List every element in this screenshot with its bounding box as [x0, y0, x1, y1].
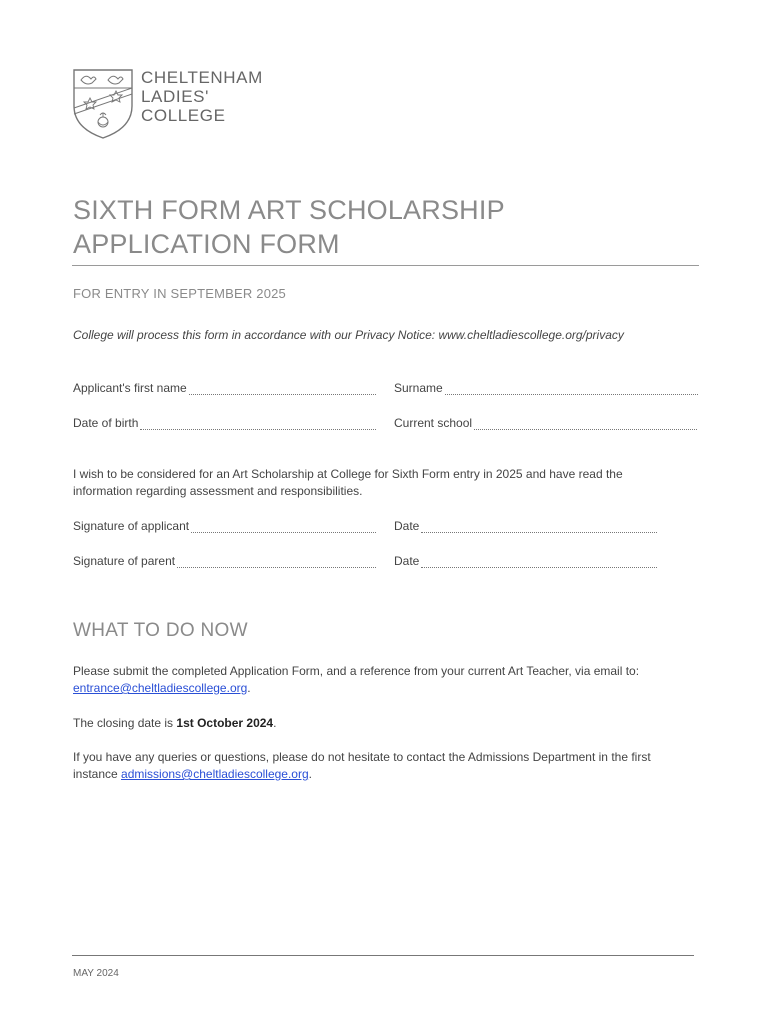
- admissions-email-link[interactable]: admissions@cheltladiescollege.org: [121, 767, 309, 781]
- closing-date-value: 1st October 2024: [176, 716, 274, 730]
- closing-date-text: [73, 715, 673, 732]
- form-title: [73, 193, 505, 261]
- submission-instructions: [73, 663, 673, 697]
- school-label: Current school: [394, 416, 473, 430]
- parent-signature-field[interactable]: [73, 552, 376, 568]
- title-line-1: SIXTH FORM ART SCHOLARSHIP: [73, 195, 505, 225]
- applicant-date-line[interactable]: [421, 521, 657, 533]
- title-divider: [72, 265, 699, 266]
- logo-line-1: CHELTENHAM: [141, 68, 263, 87]
- applicant-signature-field[interactable]: [73, 517, 376, 533]
- what-to-do-heading: WHAT TO DO NOW: [73, 620, 248, 641]
- surname-field[interactable]: [394, 379, 698, 395]
- submission-text: Please submit the completed Application Form, and a reference from your current Art Teacher, via email to:: [73, 664, 640, 678]
- surname-line[interactable]: [445, 383, 698, 395]
- privacy-notice: College will process this form in accordance with our Privacy Notice: www.cheltladiescollege.org/privacy: [73, 328, 624, 342]
- title-line-2: APPLICATION FORM: [73, 229, 340, 259]
- closing-date-lead: The closing date is: [73, 716, 177, 730]
- dob-label: Date of birth: [73, 416, 139, 430]
- dob-line[interactable]: [140, 418, 376, 430]
- logo-line-2: LADIES': [141, 87, 209, 106]
- queries-text: [73, 749, 673, 783]
- logo-line-3: COLLEGE: [141, 106, 226, 125]
- entrance-email-link[interactable]: entrance@cheltladiescollege.org: [73, 681, 248, 695]
- applicant-signature-label: Signature of applicant: [73, 519, 190, 533]
- first-name-field[interactable]: [73, 379, 376, 395]
- parent-date-field[interactable]: [394, 552, 657, 568]
- closing-date-end: .: [273, 716, 277, 730]
- entry-subtitle: FOR ENTRY IN SEPTEMBER 2025: [73, 286, 286, 301]
- footer-date: MAY 2024: [73, 968, 119, 979]
- queries-end: .: [308, 767, 312, 781]
- parent-signature-line[interactable]: [177, 556, 376, 568]
- declaration-text: I wish to be considered for an Art Scholarship at College for Sixth Form entry in 2025 and have read the information regarding assessment and responsibilities.: [73, 467, 623, 498]
- queries-lead: If you have any queries or questions, please do not hesitate to contact the Admissions Department in the first instance: [73, 750, 651, 781]
- college-logo-text: [141, 68, 263, 125]
- parent-date-line[interactable]: [421, 556, 657, 568]
- first-name-line[interactable]: [189, 383, 376, 395]
- school-line[interactable]: [474, 418, 697, 430]
- applicant-signature-line[interactable]: [191, 521, 376, 533]
- parent-signature-label: Signature of parent: [73, 554, 176, 568]
- applicant-date-label: Date: [394, 519, 420, 533]
- college-crest-icon: [72, 68, 134, 140]
- parent-date-label: Date: [394, 554, 420, 568]
- footer-divider: [72, 955, 694, 956]
- school-field[interactable]: [394, 414, 697, 430]
- applicant-date-field[interactable]: [394, 517, 657, 533]
- submission-end: .: [247, 681, 251, 695]
- dob-field[interactable]: [73, 414, 376, 430]
- first-name-label: Applicant's first name: [73, 381, 187, 395]
- surname-label: Surname: [394, 381, 443, 395]
